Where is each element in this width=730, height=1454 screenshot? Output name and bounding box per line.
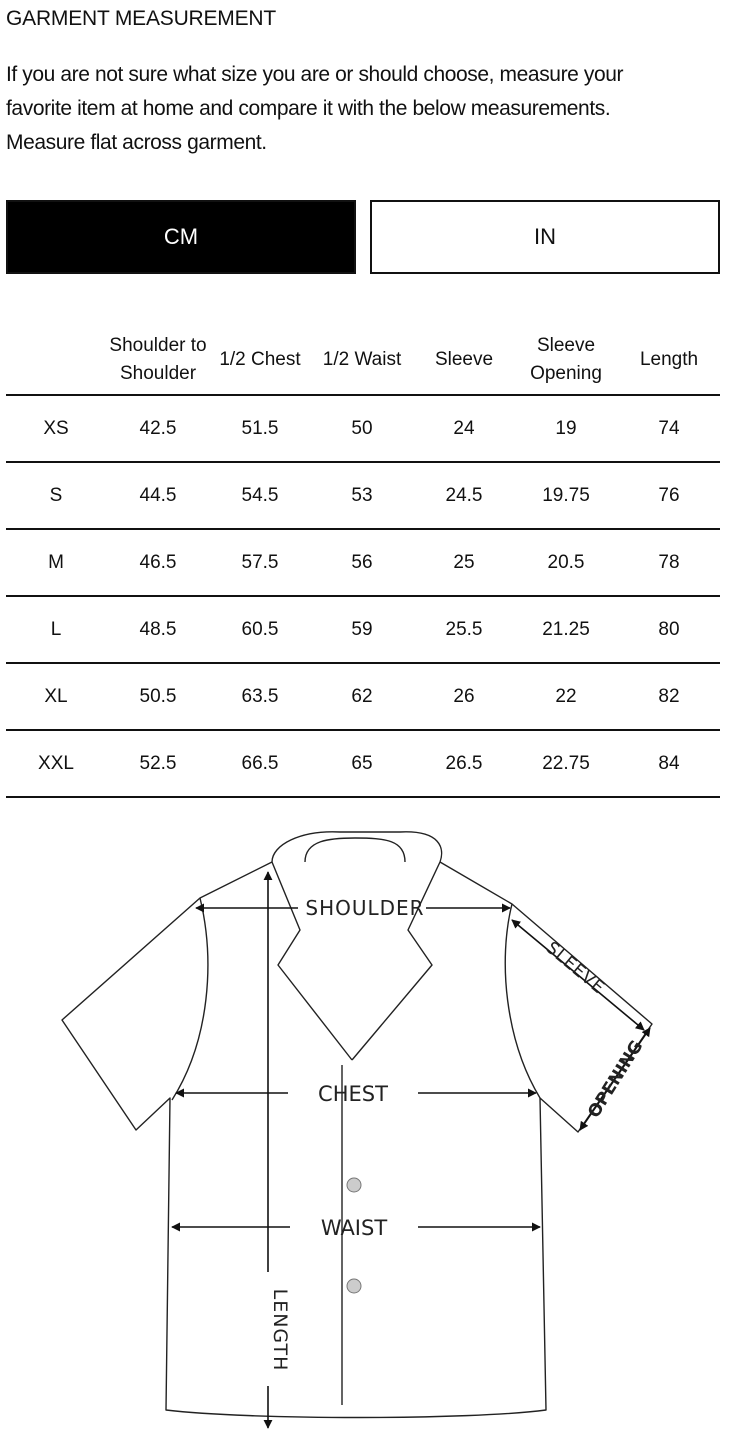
unit-in-label: IN xyxy=(534,224,556,249)
header-chest xyxy=(210,326,310,395)
table-cell: 48.5 xyxy=(106,596,210,663)
opening-label: OPENING xyxy=(584,1037,648,1122)
table-cell: 19.75 xyxy=(514,462,618,529)
header-shoulder xyxy=(106,326,210,395)
table-cell: 42.5 xyxy=(106,395,210,462)
table-cell: 26 xyxy=(414,663,514,730)
table-cell: 52.5 xyxy=(106,730,210,797)
header-sleeve-opening xyxy=(514,326,618,395)
header-line: Sleeve xyxy=(434,349,494,370)
table-cell: 26.5 xyxy=(414,730,514,797)
table-cell: 54.5 xyxy=(210,462,310,529)
header-size xyxy=(6,326,106,395)
measurement-arrows xyxy=(172,872,650,1428)
measurement-labels xyxy=(269,896,647,1371)
header-line: Sleeve xyxy=(536,335,596,356)
table-cell: 46.5 xyxy=(106,529,210,596)
shirt-measurement-diagram xyxy=(0,800,730,1454)
table-cell: 82 xyxy=(618,663,720,730)
table-cell: 25 xyxy=(414,529,514,596)
table-row xyxy=(6,596,720,663)
table-cell: 25.5 xyxy=(414,596,514,663)
length-label: LENGTH xyxy=(269,1288,291,1372)
table-cell: 24.5 xyxy=(414,462,514,529)
header-line: Shoulder to xyxy=(109,335,207,356)
table-cell: L xyxy=(6,596,106,663)
table-cell: XS xyxy=(6,395,106,462)
button-icon xyxy=(347,1279,361,1293)
table-cell: 78 xyxy=(618,529,720,596)
table-cell: 65 xyxy=(310,730,414,797)
table-cell: 80 xyxy=(618,596,720,663)
table-cell: 62 xyxy=(310,663,414,730)
page-title: GARMENT MEASUREMENT xyxy=(6,7,276,30)
header-waist xyxy=(310,326,414,395)
table-row xyxy=(6,730,720,797)
table-cell: 60.5 xyxy=(210,596,310,663)
left-lapel xyxy=(272,862,352,1060)
table-cell: 63.5 xyxy=(210,663,310,730)
table-cell: 56 xyxy=(310,529,414,596)
table-cell: XL xyxy=(6,663,106,730)
collar-inner xyxy=(305,838,405,862)
header-line: Shoulder xyxy=(119,363,197,384)
chest-label: CHEST xyxy=(318,1082,388,1106)
table-cell: XXL xyxy=(6,730,106,797)
table-cell: 66.5 xyxy=(210,730,310,797)
intro-line: If you are not sure what size you are or should choose, measure your xyxy=(6,63,624,86)
intro-line: favorite item at home and compare it with the below measurements. xyxy=(6,97,611,120)
header-line: Length xyxy=(639,349,699,370)
table-cell: 53 xyxy=(310,462,414,529)
header-line: Opening xyxy=(530,363,602,384)
right-lapel xyxy=(352,862,440,1060)
waist-label: WAIST xyxy=(320,1216,388,1240)
table-cell: 59 xyxy=(310,596,414,663)
table-cell: 84 xyxy=(618,730,720,797)
table-cell: 57.5 xyxy=(210,529,310,596)
table-cell: 50 xyxy=(310,395,414,462)
right-armhole xyxy=(505,904,540,1098)
collar-outer xyxy=(272,832,442,862)
table-row xyxy=(6,529,720,596)
table-cell: S xyxy=(6,462,106,529)
table-cell: 22.75 xyxy=(514,730,618,797)
intro-text xyxy=(6,58,706,160)
size-chart-table xyxy=(6,326,720,798)
table-cell: 51.5 xyxy=(210,395,310,462)
header-sleeve xyxy=(414,326,514,395)
table-row xyxy=(6,462,720,529)
unit-cm-button[interactable] xyxy=(6,200,356,274)
intro-line: Measure flat across garment. xyxy=(6,131,267,154)
table-cell: 20.5 xyxy=(514,529,618,596)
table-row xyxy=(6,663,720,730)
table-row xyxy=(6,395,720,462)
table-cell: M xyxy=(6,529,106,596)
table-cell: 76 xyxy=(618,462,720,529)
sleeve-label: SLEEVE xyxy=(541,937,609,999)
header-length xyxy=(618,326,720,395)
table-cell: 44.5 xyxy=(106,462,210,529)
table-cell: 24 xyxy=(414,395,514,462)
unit-cm-label: CM xyxy=(163,224,199,249)
button-icon xyxy=(347,1178,361,1192)
table-cell: 21.25 xyxy=(514,596,618,663)
header-line: 1/2 Chest xyxy=(219,349,301,370)
table-cell: 74 xyxy=(618,395,720,462)
left-armhole xyxy=(172,898,208,1100)
table-header-row xyxy=(6,326,720,395)
shoulder-label: SHOULDER xyxy=(305,896,425,920)
table-cell: 19 xyxy=(514,395,618,462)
table-cell: 50.5 xyxy=(106,663,210,730)
header-line: 1/2 Waist xyxy=(322,349,402,370)
table-cell: 22 xyxy=(514,663,618,730)
unit-in-button[interactable] xyxy=(370,200,720,274)
